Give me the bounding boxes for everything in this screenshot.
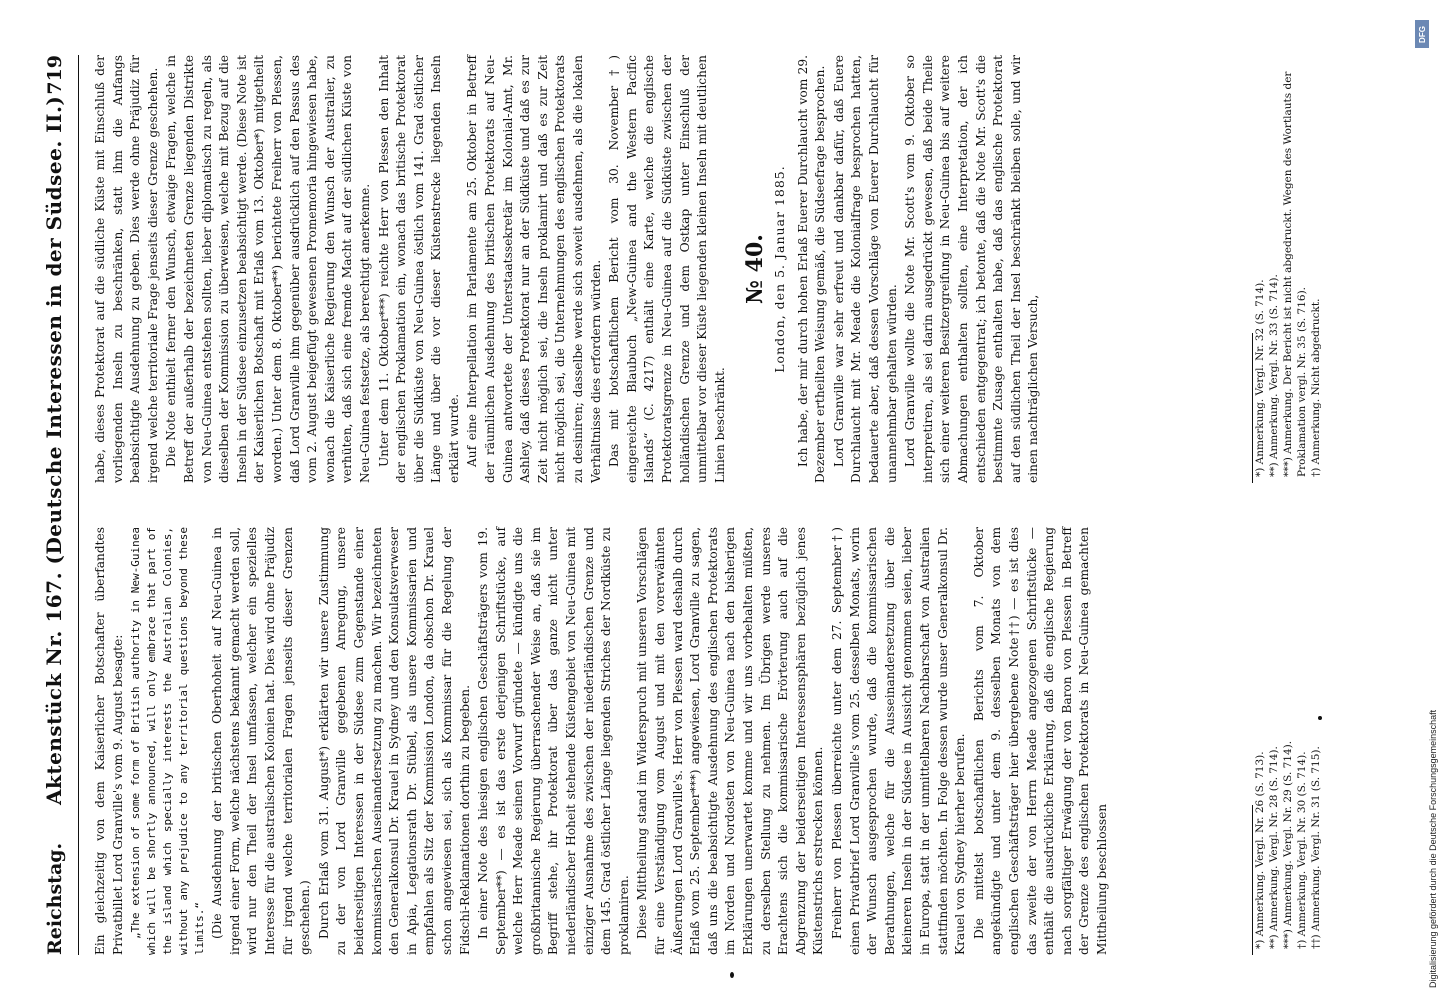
letter-paragraph: Ich habe, der mir durch hohen Erlaß Euerer Durchlaucht vom 29. Dezember ertheilten Weisung gemäß, die Südseefrage besprochen. — [795, 55, 828, 483]
footnote: **) Anmerkung. Vergl. Nr. 28 (S. 714). — [1268, 746, 1280, 949]
running-head-left: Reichstag. — [44, 842, 66, 955]
rotated-page-content — [12, 25, 1402, 985]
dfg-logo-text: DFG — [1417, 25, 1427, 43]
footnote: ***) Anmerkung. Der Bericht ist nicht abgedruckt. Wegen des Wortlauts der Proklamation vergl. Nr. 35 (S. 716). — [1282, 71, 1308, 477]
dfg-logo — [1415, 20, 1429, 48]
paragraph: Freiherr von Plessen überreichte unter dem 27. September†) einen Privatbrief Lord Granville's vom 25. desselben Monats, worin der Wunsch ausgesprochen wurde, daß die kommissarischen Berathungen, welche für die Ausseinandersetzung über die kleineren Inseln in der Südsee in Aussicht genommen seien, lieber in Europa, statt in der unmittelbaren Nachbarschaft von Australien stattfinden möchten. In Folge dessen wurde unser Generalkonsul Dr. Krauel von Sydney hierher berufen. — [829, 527, 968, 955]
english-quote: „The extension of some form of British authority in New-Guinea which will be shortly announced, will only embrace that part of the island which specially interests the Australian Colonies, without any prejudice to any territorial questions beyond these limits.“ — [129, 527, 207, 955]
right-footnotes — [1252, 55, 1323, 483]
left-footnotes — [1252, 527, 1323, 955]
paragraph: Durch Erlaß vom 31. August*) erklärten wir unsere Zustimmung zu der von Lord Granville gegebenen Anregung, unsere beiderseitigen Interessen in der Südsee zum Gegenstande einer kommissarischen Auseinandersetzung zu machen. Wir bezeichneten den Generalkonsul Dr. Krauel in Sydney und den Konsulatsverweser in Apia, Legationsrath Dr. Stübel, als unsere Kommissarien und empfahlen als Sitz der Kommission London, da obschon Dr. Krauel schon angewiesen sei, sich als Kommissar für die Regelung der Fidschi-Reklamationen dorthin zu begeben. — [316, 527, 472, 955]
paragraph: Diese Mittheilung stand im Widerspruch mit unseren Vorschlägen für eine Verständigung vom August und mit den vorerwähnten Äußerungen Lord Granville's. Herr von Plessen ward deshalb durch Erlaß vom 25. September***) angewiesen, Lord Granville zu sagen, daß uns die beabsichtigte Ausdehnung des englischen Protektorats im Norden und Nordosten von Neu-Guinea nach den bisherigen Erklärungen unerwartet komme und wir uns vorbehalten müßten, zu derselben Stellung zu nehmen. Im Übrigen werde unseres Erachtens sich die kommissarische Erörterung auch auf die Abgrenzung der beiderseitigen Interessensphären bezüglich jenes Küstenstrichs erstrecken können. — [635, 527, 826, 955]
left-column — [92, 527, 1112, 955]
running-head — [40, 55, 79, 955]
footnote: **) Anmerkung. Vergl. Nr. 33 (S. 714). — [1268, 274, 1280, 477]
paragraph: In einer Note des hiesigen englischen Geschäftsträgers vom 19. September**) — es ist das erste derjenigen Schriftstücke, auf welche Herr Meade seinen Vorwurf gründete — kündigte uns die großbritannische Regierung überraschender Weise an, daß sie im Begriff stehe, ihr Protektorat über das ganze nicht unter niederländischer Hoheit stehende Küstengebiet von Neu-Guinea mit einziger Ausnahme des zwischen der niederländischen Grenze und dem 145. Grad östlicher Länge liegenden Striches der Nordküste zu proklamiren. — [476, 527, 631, 955]
paragraph: Unter dem 11. Oktober***) reichte Herr von Plessen den Inhalt der englischen Proklamation ein, wonach das britische Protektorat über die Südküste von Neu-Guinea östlich vom 141. Grad östlicher Länge und über die vor dieser Küstenstrecke liegenden Inseln erklärt wurde. — [376, 55, 461, 483]
letter-paragraph: Lord Granville war sehr erfreut und dankbar dafür, daß Euere Durchlaucht mit Mr. Meade die Kolonialfrage besprochen hatten, bedauerte aber, daß dessen Vorschläge von Euerer Durchlaucht für unannehmbar gehalten würden. — [831, 55, 899, 483]
page-number: 719 — [44, 55, 66, 95]
footnote: ***) Anmerkung. Vergl. Nr. 29 (S. 714). — [1282, 740, 1294, 949]
footnote: ††) Anmerkung. Vergl. Nr. 31 (S. 715). — [1310, 746, 1322, 949]
footnote: *) Anmerkung. Vergl. Nr. 32 (S. 714). — [1254, 279, 1266, 477]
paragraph: Die Note enthielt ferner den Wunsch, etwaige Fragen, welche in Betreff der außerhalb der bezeichneten Grenze liegenden Distrikte von Neu-Guinea entstehen sollten, lieber diplomatisch zu regeln, als dieselben der Kommission zu überweisen, welche mit Bezug auf die Inseln in der Südsee einzusetzen beabsichtigt werde. (Diese Note ist der Kaiserlichen Botschaft mit Erlaß vom 13. Oktober*) mitgetheilt worden.) Unter dem 8. Oktober**) berichtete Freiherr von Plessen, daß Lord Granville ihm gegenüber ausdrücklich auf den Passus des vom 2. August beigefügt gewesenen Promemoria hingewiesen habe, wonach die Kaiserliche Regierung den Wunsch der Australier, zu verhüten, daß sich eine fremde Macht auf der südlichen Küste von Neu-Guinea festsetze, als berechtigt anerkenne. — [164, 55, 372, 483]
dateline: London, den 5. Januar 1885. — [771, 165, 787, 373]
scan-speck — [1318, 716, 1322, 720]
document-number: № 40. — [742, 234, 769, 304]
paragraph: Das mit botschaftlichem Bericht vom 30. November†) eingereichte Blaubuch „New-Guinea and the Western Pacific Islands“ (C. 4217) enthält eine Karte, welche die englische Protektoratsgrenze in Neu-Guinea auf die Südküste zwischen der holländischen Grenze und dem Ostkap unter Einschluß der unmittelbar vor dieser Küste liegenden kleinen Inseln mit deutlichen Linien beschränkt. — [607, 55, 727, 483]
footnote: †) Anmerkung. Nicht abgedruckt. — [1310, 298, 1322, 477]
scan-speck — [730, 972, 734, 978]
paragraph: (Die Ausdehnung der britischen Oberhoheit auf Neu-Guinea in irgend einer Form, welche nächstens bekannt gemacht werden soll, wird nur den Theil der Insel umfassen, welcher ein spezielles Interesse für die australischen Kolonien hat. Dies wird ohne Präjudiz für irgend welche territorialen Fragen jenseits dieser Grenzen geschehen.) — [210, 527, 313, 955]
paragraph: Ein gleichzeitig von dem Kaiserlicher Botschafter überfandtes Privatbillet Lord Granville's vom 9. August besagte: — [93, 527, 125, 955]
paragraph: habe, dieses Protektorat auf die südliche Küste mit Einschluß der vorliegenden Inseln zu beschränken, statt ihm die Anfangs beabsichtigte Ausdehnung zu geben. Dies werde ohne Präjudiz für irgend welche territoriale Frage jenseits dieser Grenze geschehen. — [93, 55, 160, 483]
running-head-title: Aktenstück Nr. 167. (Deutsche Interessen in der Südsee. II.) — [42, 95, 66, 805]
footnote: *) Anmerkung. Vergl. Nr. 26 (S. 713). — [1254, 751, 1266, 949]
paragraph: Die mittelst botschaftlichen Berichts vom 7. Oktober angekündigte und unter dem 9. desselben Monats von dem englischen Geschäftsträger hier übergebene Note††) — es ist dies das zweite der von Herrn Meade angezogenen Schriftstücke — enthält die ausdrückliche Erklärung, daß die englische Regierung nach sorgfältiger Erwägung der von Baron von Plessen in Betreff der Grenze des englischen Protektorats in Neu-Guinea gemachten Mittheilung beschlossen — [971, 527, 1109, 955]
footnote: †) Anmerkung. Vergl. Nr. 30 (S. 714). — [1296, 751, 1308, 949]
digitization-credit: Digitalisierung gefördert durch die Deutsche Forschungsgemeinschaft — [1428, 709, 1438, 988]
right-column — [92, 55, 1044, 483]
letter-paragraph: Lord Granville wollte die Note Mr. Scott's vom 9. Oktober so interpretiren, als sei darin ausgedrückt gewesen, daß beide Theile sich einer weiteren Besitzergreifung in Neu-Guinea bis auf weitere Abmachungen enthalten sollten, eine Interpretation, der ich entschieden entgegentrat; ich betonte, daß die Note Mr. Scott's die bestimmte Zusage enthalten habe, daß das englische Protektorat auf den südlichen Theil der Insel beschränkt bleiben solle, und wir einen nachträglichen Versuch, — [903, 55, 1041, 483]
paragraph: Auf eine Interpellation im Parlamente am 25. Oktober in Betreff der räumlichen Ausdehnung des britischen Protektorats auf Neu-Guinea antwortete der Unterstaatssekretär im Kolonial-Amt, Mr. Ashley, daß dieses Protektorat nur an der Südküste und daß es zur Zeit nicht möglich sei, die Inseln proklamirt und daß es zur Zeit nicht möglich sei, die Unternehmungen des englischen Protektorats zu desiniren; dasselbe werde sich soweit ausdehnen, als die lokalen Verhältnisse dies erfordern würden. — [465, 55, 603, 483]
